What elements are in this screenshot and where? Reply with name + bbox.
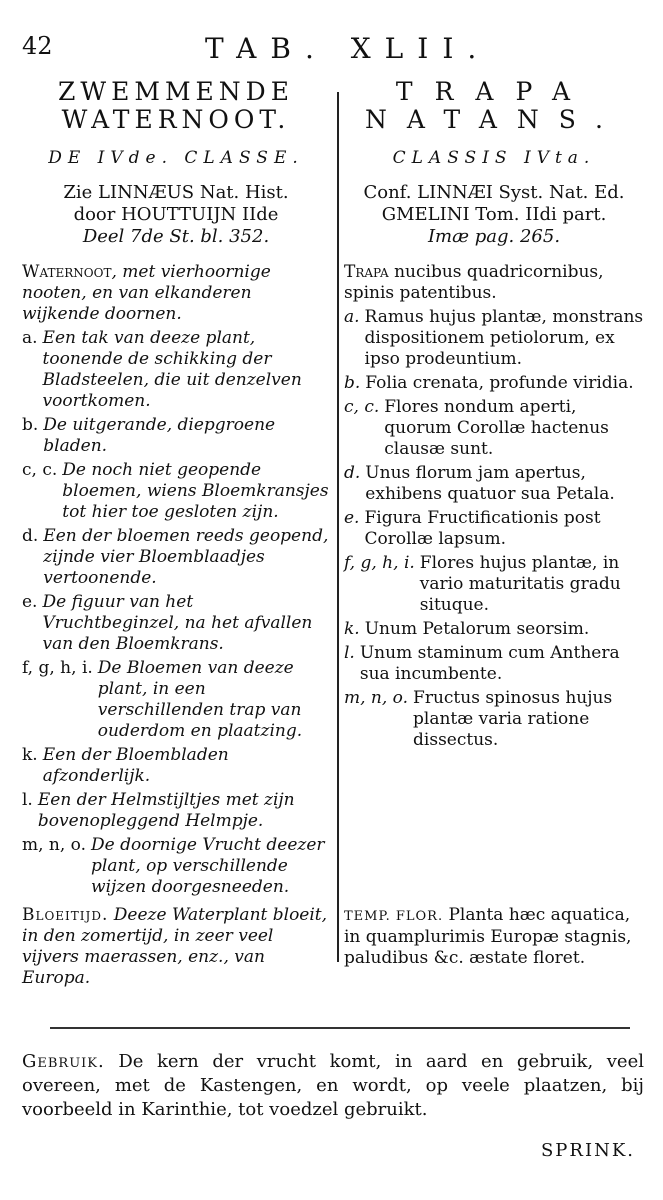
catchword: SPRINK. bbox=[540, 1140, 635, 1161]
item-key: d. bbox=[344, 463, 361, 483]
dutch-column bbox=[22, 78, 330, 901]
item-text: Een tak van deeze plant, toonende de schikking der Bladsteelen, die uit denzelven voortkomen. bbox=[42, 328, 302, 411]
item-key: d. bbox=[22, 526, 39, 546]
latin-title bbox=[344, 78, 644, 134]
latin-column bbox=[344, 78, 644, 754]
list-item bbox=[22, 835, 330, 898]
dutch-reference bbox=[22, 182, 330, 248]
item-text: Flores hujus plantæ, in vario maturitatis gradu situque. bbox=[419, 553, 621, 615]
usage-lead: Gebruik. bbox=[22, 1051, 105, 1072]
latin-legend bbox=[344, 262, 644, 751]
item-text: Een der Bloembladen afzonderlijk. bbox=[42, 745, 229, 786]
latin-class: CLASSIS IVta. bbox=[392, 148, 596, 168]
list-item bbox=[22, 658, 330, 742]
dutch-class: DE IVde. CLASSE. bbox=[48, 148, 304, 168]
list-item bbox=[344, 463, 644, 505]
column-divider bbox=[337, 92, 339, 962]
list-item bbox=[22, 526, 330, 589]
list-item bbox=[22, 592, 330, 655]
list-item bbox=[22, 328, 330, 412]
dutch-flor-lead: Bloeitijd. bbox=[22, 905, 109, 925]
item-key: k. bbox=[22, 745, 38, 765]
dutch-ref-line2: door HOUTTUIJN IIde bbox=[73, 204, 279, 225]
item-text: Ramus hujus plantæ, monstrans dispositionem petiolorum, ex ipso prodeuntium. bbox=[364, 307, 644, 369]
item-text: Unum Petalorum seorsim. bbox=[364, 619, 590, 639]
item-text: Unus florum jam apertus, exhibens quatuor sua Petala. bbox=[365, 463, 615, 504]
item-key: e. bbox=[344, 508, 360, 528]
dutch-intro-lead: Waternoot bbox=[22, 262, 112, 282]
list-item bbox=[344, 508, 644, 550]
list-item bbox=[344, 553, 644, 616]
dutch-title bbox=[22, 78, 330, 134]
item-text: Flores nondum aperti, quorum Corollæ hactenus clausæ sunt. bbox=[384, 397, 609, 459]
latin-reference bbox=[344, 182, 644, 248]
dutch-intro bbox=[22, 262, 330, 325]
dutch-title-line2: WATERNOOT. bbox=[61, 105, 291, 134]
latin-intro-lead: Trapa bbox=[344, 262, 389, 282]
latin-title-line2: NATANS. bbox=[365, 105, 623, 134]
item-text: De figuur van het Vruchtbeginzel, na het afvallen van den Bloemkrans. bbox=[42, 592, 313, 654]
item-key: l. bbox=[344, 643, 355, 663]
page-header bbox=[0, 32, 663, 68]
dutch-intro-text: , met vierhoornige nooten, en van elkanderen wijkende doornen. bbox=[22, 262, 271, 324]
item-text: De uitgerande, diepgroene bladen. bbox=[43, 415, 276, 456]
item-key: k. bbox=[344, 619, 360, 639]
page-number: 42 bbox=[22, 32, 53, 60]
item-key: e. bbox=[22, 592, 38, 612]
list-item bbox=[22, 415, 330, 457]
item-text: Unum staminum cum Anthera sua incumbente. bbox=[359, 643, 620, 684]
list-item bbox=[22, 745, 330, 787]
dutch-flowering-time bbox=[22, 905, 330, 989]
usage-paragraph bbox=[22, 1050, 644, 1122]
item-text: Fructus spinosus hujus plantæ varia ratione dissectus. bbox=[413, 688, 613, 750]
list-item bbox=[344, 688, 644, 751]
latin-ref-line3: Imæ pag. 265. bbox=[427, 226, 561, 247]
latin-flor-lead: TEMP. FLOR. bbox=[344, 909, 444, 924]
item-key: b. bbox=[344, 373, 361, 393]
latin-ref-line1: Conf. LINNÆI Syst. Nat. Ed. bbox=[363, 182, 625, 203]
item-text: De doornige Vrucht deezer plant, op verschillende wijzen doorgesneeden. bbox=[91, 835, 325, 897]
latin-intro bbox=[344, 262, 644, 304]
item-text: Folia crenata, profunde viridia. bbox=[365, 373, 634, 393]
plate-label: TAB. XLII. bbox=[205, 32, 491, 65]
list-item bbox=[344, 373, 644, 394]
item-key: f, g, h, i. bbox=[22, 658, 93, 678]
latin-flowering-time bbox=[344, 905, 644, 969]
item-text: Een der Helmstijltjes met zijn bovenopleggend Helmpje. bbox=[37, 790, 295, 831]
item-text: Een der bloemen reeds geopend, zijnde vier Bloemblaadjes vertoonende. bbox=[43, 526, 329, 588]
item-key: c, c. bbox=[344, 397, 380, 417]
dutch-ref-line3: Deel 7de St. bl. 352. bbox=[82, 226, 270, 247]
item-key: l. bbox=[22, 790, 33, 810]
usage-text: De kern der vrucht komt, in aard en gebruik, veel overeen, met de Kastengen, en wordt, op veele plaatzen, bij voorbeeld in Karinthie, tot voedzel gebruikt. bbox=[22, 1051, 644, 1120]
list-item bbox=[344, 307, 644, 370]
item-key: m, n, o. bbox=[22, 835, 87, 855]
item-text: De Bloemen van deeze plant, in een verschillenden trap van ouderdom en plaatzing. bbox=[97, 658, 303, 741]
item-key: b. bbox=[22, 415, 39, 435]
list-item bbox=[344, 397, 644, 460]
list-item bbox=[344, 619, 644, 640]
list-item bbox=[344, 643, 644, 685]
item-text: De noch niet geopende bloemen, wiens Bloemkransjes tot hier toe gesloten zijn. bbox=[62, 460, 329, 522]
item-key: f, g, h, i. bbox=[344, 553, 415, 573]
item-key: c, c. bbox=[22, 460, 58, 480]
dutch-legend bbox=[22, 262, 330, 898]
item-key: a. bbox=[344, 307, 360, 327]
latin-ref-line2: GMELINI Tom. IIdi part. bbox=[381, 204, 607, 225]
dutch-flor-text: Deeze Waterplant bloeit, in den zomertijd, in zeer veel vijvers maerassen, enz., van Europa. bbox=[22, 905, 328, 988]
latin-title-line1: TRAPA bbox=[395, 77, 593, 106]
item-text: Figura Fructificationis post Corollæ lapsum. bbox=[364, 508, 601, 549]
dutch-ref-line1: Zie LINNÆUS Nat. Hist. bbox=[63, 182, 289, 203]
item-key: a. bbox=[22, 328, 38, 348]
horizontal-rule bbox=[50, 1027, 630, 1029]
list-item bbox=[22, 460, 330, 523]
dutch-title-line1: ZWEMMENDE bbox=[58, 77, 294, 106]
item-key: m, n, o. bbox=[344, 688, 409, 708]
list-item bbox=[22, 790, 330, 832]
latin-intro-text: nucibus quadricornibus, spinis patentibus. bbox=[344, 262, 604, 303]
latin-flor-text: Planta hæc aquatica, in quamplurimis Europæ stagnis, paludibus &c. æstate floret. bbox=[344, 905, 632, 968]
